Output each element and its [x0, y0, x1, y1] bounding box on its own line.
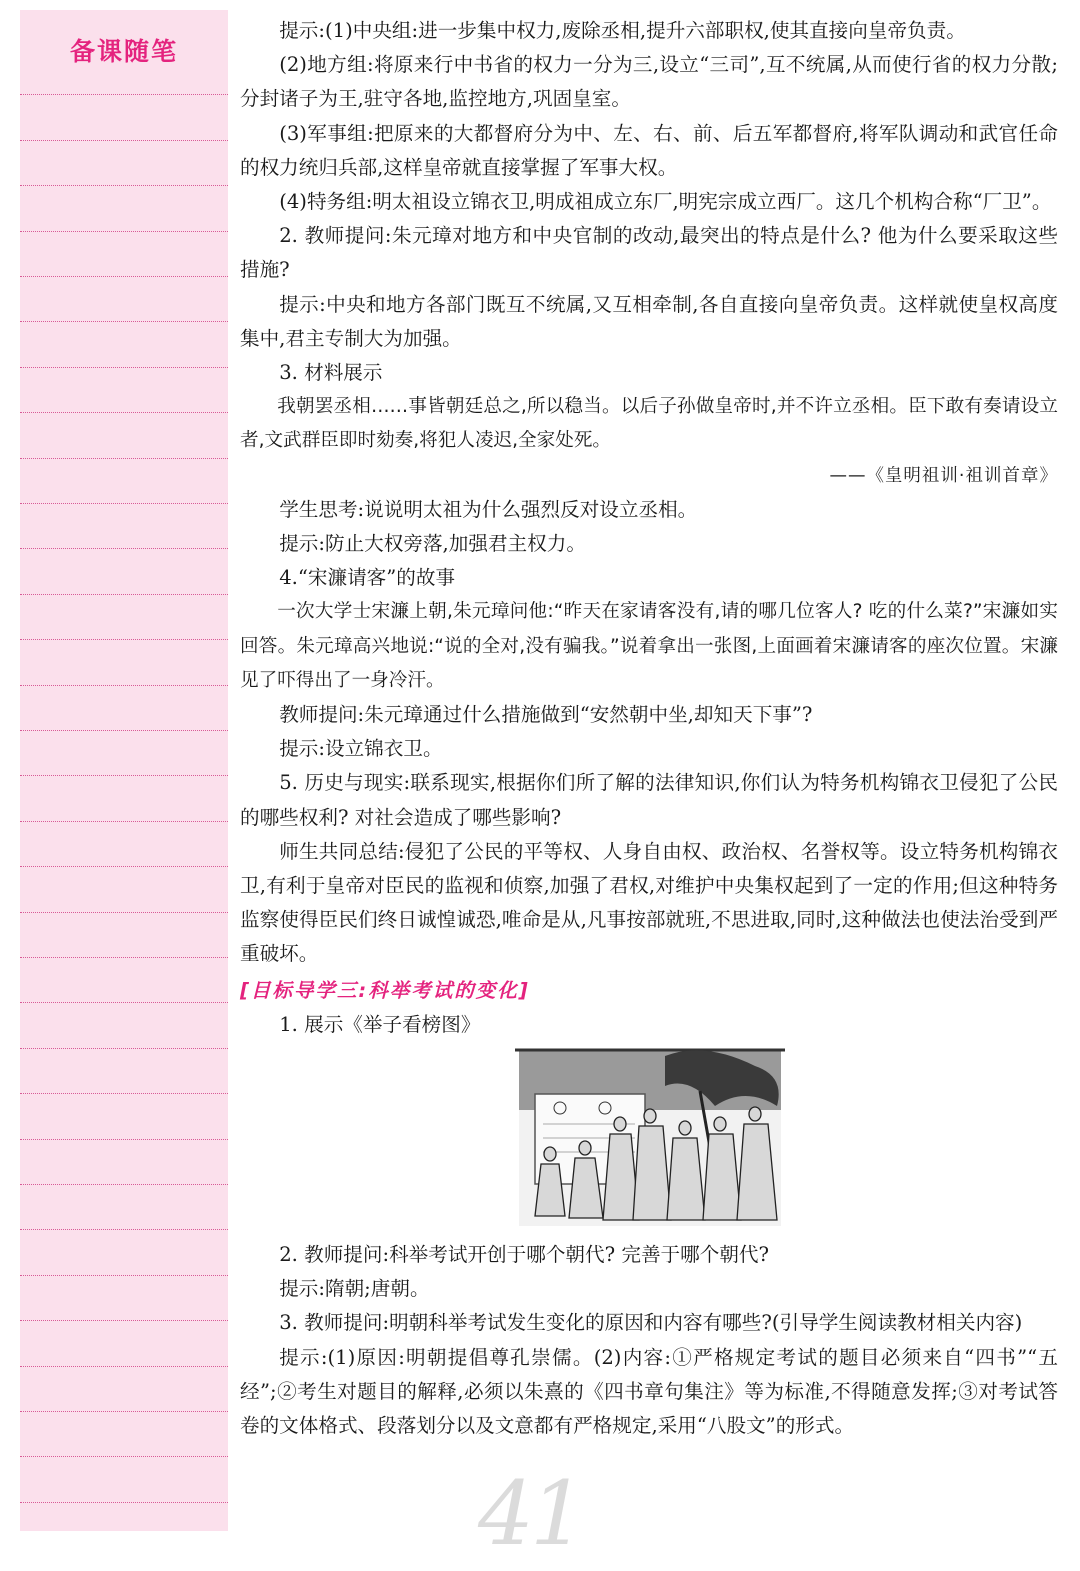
note-line [20, 957, 228, 958]
summary-5: 师生共同总结:侵犯了公民的平等权、人身自由权、政治权、名誉权等。设立特务机构锦衣卫,有利于皇帝对臣民的监视和侦察,加强了君权,对维护中央集权起到了一定的作用;但这种特务监察使得臣民们终日诚惶诚恐,唯命是从,凡事按部就班,不思进取,同时,这种做法也使法治受到严重破坏。 [240, 839, 1058, 966]
note-line [20, 866, 228, 867]
note-line [20, 1093, 228, 1094]
section-heading: [目标导学三:科举考试的变化] [240, 978, 530, 1002]
note-line [20, 412, 228, 413]
note-line [20, 1411, 228, 1412]
note-line [20, 821, 228, 822]
note-line [20, 548, 228, 549]
notes-sidebar [20, 10, 228, 1531]
lesson-body [240, 14, 1058, 1443]
note-line [20, 1048, 228, 1049]
note-line [20, 1002, 228, 1003]
student-thinking: 学生思考:说说明太祖为什么强烈反对设立丞相。 [279, 497, 698, 521]
primary-source-quote: 我朝罢丞相……事皆朝廷总之,所以稳当。以后子孙做皇帝时,并不许立丞相。臣下敢有奏请设立者,文武群臣即时劾奏,将犯人凌迟,全家处死。 [240, 396, 1058, 452]
paragraph-local: (2)地方组:将原来行中书省的权力一分为三,设立“三司”,互不统属,从而使行省的权力分散;分封诸子为王,驻守各地,监控地方,巩固皇室。 [240, 53, 1058, 111]
note-line [20, 1184, 228, 1185]
note-line [20, 1275, 228, 1276]
note-line [20, 276, 228, 277]
question-7: 3. 教师提问:明朝科举考试发生变化的原因和内容有哪些?(引导学生阅读教材相关内容) [279, 1311, 1023, 1335]
paragraph-secret-service: (4)特务组:明太祖设立锦衣卫,明成祖成立东厂,明宪宗成立西厂。这几个机构合称“厂卫”。 [279, 190, 1052, 214]
hint-6: 提示:隋朝;唐朝。 [279, 1277, 430, 1301]
material-heading: 3. 材料展示 [279, 361, 383, 385]
note-line [20, 912, 228, 913]
sidebar-title: 备课随笔 [69, 37, 178, 66]
note-line [20, 594, 228, 595]
note-line [20, 321, 228, 322]
hint-7: 提示:(1)原因:明朝提倡尊孔崇儒。(2)内容:①严格规定考试的题目必须来自“四书”“五经”;②考生对题目的解释,必须以朱熹的《四书章句集注》等为标准,不得随意发挥;③对考试答卷的文体格式、段落划分以及文意都有严格规定,采用“八股文”的形式。 [240, 1345, 1058, 1437]
note-line [20, 458, 228, 459]
illustration-caption: 1. 展示《举子看榜图》 [279, 1012, 481, 1036]
note-line [20, 639, 228, 640]
story-text: 一次大学士宋濂上朝,朱元璋问他:“昨天在家请客没有,请的哪几位客人? 吃的什么菜?”宋濂如实回答。朱元璋高兴地说:“说的全对,没有骗我。”说着拿出一张图,上面画着宋濂请客的座次位置。宋濂见了吓得出了一身冷汗。 [240, 601, 1058, 691]
page-number: 41 [478, 1462, 582, 1565]
note-line [20, 685, 228, 686]
paragraph-central: 提示:(1)中央组:进一步集中权力,废除丞相,提升六部职权,使其直接向皇帝负责。 [279, 19, 966, 42]
story-heading: 4.“宋濂请客”的故事 [279, 566, 456, 590]
question-5: 5. 历史与现实:联系现实,根据你们所了解的法律知识,你们认为特务机构锦衣卫侵犯了公民的哪些权利? 对社会造成了哪些影响? [240, 771, 1058, 829]
note-line [20, 1456, 228, 1457]
question-6: 2. 教师提问:科举考试开创于哪个朝代? 完善于哪个朝代? [279, 1242, 770, 1266]
exam-results-illustration [240, 1046, 1058, 1234]
hint-4: 提示:设立锦衣卫。 [279, 737, 443, 761]
note-line [20, 185, 228, 186]
note-line [20, 1139, 228, 1140]
hint-3: 提示:防止大权旁落,加强君主权力。 [279, 532, 586, 556]
note-line [20, 367, 228, 368]
note-line [20, 94, 228, 95]
note-line [20, 1366, 228, 1367]
quote-citation: ——《皇明祖训·祖训首章》 [829, 465, 1058, 486]
note-line [20, 231, 228, 232]
note-line [20, 503, 228, 504]
question-4: 教师提问:朱元璋通过什么措施做到“安然朝中坐,却知天下事”? [279, 703, 813, 727]
paragraph-military: (3)军事组:把原来的大都督府分为中、左、右、前、后五军都督府,将军队调动和武官任命的权力统归兵部,这样皇帝就直接掌握了军事大权。 [240, 121, 1058, 179]
note-line [20, 1502, 228, 1503]
note-line [20, 140, 228, 141]
note-line [20, 775, 228, 776]
question-2: 2. 教师提问:朱元璋对地方和中央官制的改动,最突出的特点是什么? 他为什么要采取这些措施? [240, 224, 1058, 282]
hint-2: 提示:中央和地方各部门既互不统属,又互相牵制,各自直接向皇帝负责。这样就使皇权高度集中,君主专制大为加强。 [240, 292, 1058, 350]
note-line [20, 1229, 228, 1230]
note-line [20, 1320, 228, 1321]
scholars-reading-notice-image [515, 1046, 785, 1226]
note-line [20, 730, 228, 731]
